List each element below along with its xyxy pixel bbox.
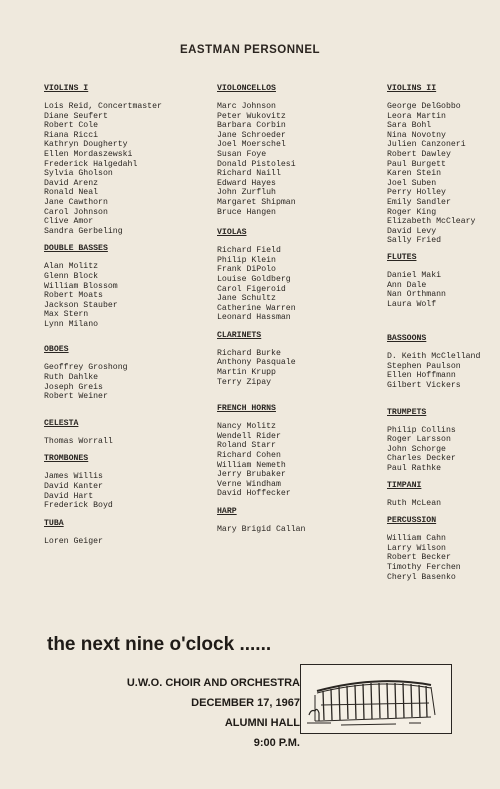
- member-name: Lois Reid, Concertmaster: [44, 102, 162, 111]
- section-percussion: [387, 516, 500, 582]
- section-heading: TRUMPETS: [387, 407, 427, 417]
- member-name: Barbara Corbin: [217, 121, 286, 131]
- members: [387, 426, 500, 474]
- member-name: Paul Rathke: [387, 464, 442, 474]
- next-concert-tagline: the next nine o'clock ......: [47, 634, 272, 655]
- member-name: Larry Wilson: [387, 543, 446, 553]
- member-name: William Blossom: [44, 281, 118, 291]
- member-name: Frank DiPolo: [217, 265, 276, 275]
- member-name: Robert Dawley: [387, 149, 451, 159]
- members: [44, 472, 194, 510]
- member-name: Nan Orthmann: [387, 290, 446, 300]
- member-name: Robert Becker: [387, 553, 451, 563]
- member-name: Frederick Boyd: [44, 501, 113, 511]
- member-name: Philip Klein: [217, 255, 276, 265]
- member-name: Ellen Mordaszewski: [44, 149, 133, 159]
- member-name: Leonard Hassman: [217, 313, 291, 323]
- member-name: George DelGobbo: [387, 102, 461, 111]
- member-name: Ronald Neal: [44, 188, 99, 198]
- member-name: Timothy Ferchen: [387, 563, 461, 572]
- members: [44, 363, 194, 401]
- member-name: William Cahn: [387, 534, 446, 544]
- member-name: Gilbert Vickers: [387, 381, 461, 391]
- member-name: Geoffrey Groshong: [44, 363, 128, 373]
- section-heading: HARP: [217, 507, 237, 516]
- section-oboes: [44, 345, 194, 401]
- member-name: Jane Schultz: [217, 294, 276, 304]
- member-name: Jackson Stauber: [44, 300, 118, 310]
- member-name: Alan Molitz: [44, 262, 99, 272]
- members: [217, 102, 367, 217]
- hall-illustration: [300, 664, 452, 734]
- member-name: Louise Goldberg: [217, 274, 291, 284]
- member-name: Cheryl Basenko: [387, 572, 456, 582]
- page-title: EASTMAN PERSONNEL: [179, 44, 321, 56]
- section-trombones: [44, 454, 194, 510]
- member-name: John Schorge: [387, 444, 446, 454]
- member-name: Karen Stein: [387, 169, 442, 179]
- member-name: Ruth Dahlke: [44, 373, 99, 383]
- member-name: Jerry Brubaker: [217, 470, 286, 480]
- members: [44, 102, 194, 236]
- member-name: David Kanter: [44, 482, 103, 492]
- member-name: Peter Wukovitz: [217, 111, 286, 121]
- member-name: Julien Canzoneri: [387, 140, 466, 150]
- event-time: 9:00 P.M.: [253, 737, 300, 749]
- member-name: Marc Johnson: [217, 102, 276, 111]
- member-name: Sara Bohl: [387, 121, 432, 131]
- member-name: Robert Moats: [44, 291, 103, 301]
- member-name: Glenn Block: [44, 271, 99, 281]
- section-tuba: [44, 519, 194, 547]
- member-name: David Arenz: [44, 178, 99, 188]
- member-name: Paul Burgett: [387, 159, 446, 169]
- member-name: Catherine Warren: [217, 303, 296, 313]
- member-name: Kathryn Dougherty: [44, 140, 128, 150]
- section-heading: VIOLINS II: [387, 84, 437, 93]
- members: [217, 349, 367, 387]
- members: [387, 352, 500, 390]
- event-date: DECEMBER 17, 1967: [191, 697, 300, 709]
- member-name: Stephen Paulson: [387, 361, 461, 371]
- member-name: Daniel Maki: [387, 270, 442, 280]
- section-violas: [217, 228, 367, 323]
- section-heading: VIOLINS I: [44, 84, 89, 93]
- member-name: Ann Dale: [387, 280, 427, 290]
- section-double-basses: [44, 244, 194, 329]
- member-name: David Levy: [387, 226, 437, 236]
- event-name: U.W.O. CHOIR AND ORCHESTRA: [126, 677, 300, 689]
- member-name: Philip Collins: [387, 425, 456, 435]
- member-name: Ruth McLean: [387, 498, 442, 508]
- member-name: Verne Windham: [217, 479, 281, 489]
- section-heading: DOUBLE BASSES: [44, 244, 108, 254]
- member-name: Richard Burke: [217, 348, 281, 358]
- section-heading: CELESTA: [44, 418, 79, 428]
- member-name: Bruce Hangen: [217, 207, 276, 217]
- section-heading: OBOES: [44, 345, 69, 355]
- section-clarinets: [217, 331, 367, 387]
- member-name: Wendell Rider: [217, 431, 281, 441]
- member-name: Ellen Hoffmann: [387, 371, 456, 381]
- section-heading: PERCUSSION: [387, 516, 437, 526]
- section-violoncellos: [217, 84, 367, 217]
- section-harp: [217, 507, 367, 535]
- member-name: Donald Pistolesi: [217, 159, 296, 169]
- members: [387, 271, 500, 309]
- members: [44, 262, 194, 329]
- member-name: Diane Seufert: [44, 111, 108, 121]
- member-name: Richard Cohen: [217, 451, 281, 461]
- member-name: Anthony Pasquale: [217, 358, 296, 368]
- members: [217, 422, 367, 499]
- column-right: [387, 84, 500, 582]
- member-name: James Willis: [44, 472, 103, 482]
- member-name: Robert Weiner: [44, 392, 108, 402]
- member-name: Carol Johnson: [44, 207, 108, 217]
- member-name: Charles Decker: [387, 454, 456, 464]
- member-name: Max Stern: [44, 310, 89, 320]
- member-name: Laura Wolf: [387, 299, 437, 309]
- members: [387, 102, 500, 246]
- building-icon: [301, 665, 451, 733]
- member-name: Emily Sandler: [387, 197, 451, 207]
- member-name: Sally Fried: [387, 236, 442, 246]
- event-venue: ALUMNI HALL: [224, 717, 300, 729]
- member-name: Frederick Halgedahl: [44, 159, 138, 169]
- member-name: Susan Foye: [217, 149, 267, 159]
- members: [44, 437, 194, 447]
- section-timpani: [387, 481, 500, 509]
- member-name: David Hoffecker: [217, 489, 291, 499]
- members: [217, 246, 367, 323]
- member-name: Perry Holley: [387, 188, 446, 198]
- member-name: David Hart: [44, 491, 94, 501]
- member-name: Roger Larsson: [387, 435, 451, 445]
- member-name: Jane Cawthorn: [44, 197, 108, 207]
- member-name: Roland Starr: [217, 441, 276, 451]
- section-heading: BASSOONS: [387, 334, 427, 344]
- member-name: Robert Cole: [44, 121, 99, 131]
- member-name: John Zurfluh: [217, 188, 276, 198]
- member-name: Jane Schroeder: [217, 130, 286, 140]
- column-left: [44, 84, 194, 546]
- member-name: William Nemeth: [217, 460, 286, 470]
- section-bassoons: [387, 334, 500, 390]
- member-name: Nina Novotny: [387, 130, 446, 140]
- member-name: Nancy Molitz: [217, 422, 276, 432]
- member-name: Terry Zipay: [217, 377, 272, 387]
- section-violins-2: [387, 84, 500, 246]
- member-name: Elizabeth McCleary: [387, 217, 476, 227]
- section-violins-1: [44, 84, 194, 236]
- member-name: D. Keith McClelland: [387, 352, 481, 362]
- member-name: Roger King: [387, 207, 437, 217]
- member-name: Sandra Gerbeling: [44, 226, 123, 236]
- member-name: Joel Suben: [387, 178, 437, 188]
- section-celesta: [44, 419, 194, 447]
- member-name: Richard Naill: [217, 169, 281, 179]
- member-name: Joseph Greis: [44, 382, 103, 392]
- members: [387, 499, 500, 509]
- member-name: Joel Moerschel: [217, 140, 286, 150]
- members: [44, 537, 194, 547]
- member-name: Lynn Milano: [44, 319, 99, 329]
- members: [387, 534, 500, 582]
- member-name: Edward Hayes: [217, 178, 276, 188]
- section-heading: FLUTES: [387, 252, 417, 262]
- members: [217, 525, 367, 535]
- member-name: Sylvia Gholson: [44, 169, 113, 179]
- member-name: Loren Geiger: [44, 536, 103, 546]
- member-name: Richard Field: [217, 246, 281, 256]
- member-name: Clive Amor: [44, 217, 94, 227]
- section-heading: VIOLONCELLOS: [217, 84, 276, 93]
- section-heading: CLARINETS: [217, 330, 262, 340]
- column-middle: [217, 84, 367, 535]
- section-heading: TUBA: [44, 518, 64, 528]
- section-heading: TIMPANI: [387, 480, 422, 490]
- member-name: Margaret Shipman: [217, 197, 296, 207]
- section-flutes: [387, 253, 500, 309]
- member-name: Thomas Worrall: [44, 436, 113, 446]
- section-trumpets: [387, 408, 500, 474]
- section-heading: FRENCH HORNS: [217, 404, 276, 414]
- member-name: Martin Krupp: [217, 368, 276, 378]
- section-heading: VIOLAS: [217, 228, 247, 238]
- section-heading: TROMBONES: [44, 454, 89, 464]
- member-name: Mary Brigid Callan: [217, 525, 306, 534]
- member-name: Riana Ricci: [44, 130, 99, 140]
- member-name: Carol Figeroid: [217, 284, 286, 294]
- member-name: Leora Martin: [387, 111, 446, 121]
- section-french-horns: [217, 404, 367, 499]
